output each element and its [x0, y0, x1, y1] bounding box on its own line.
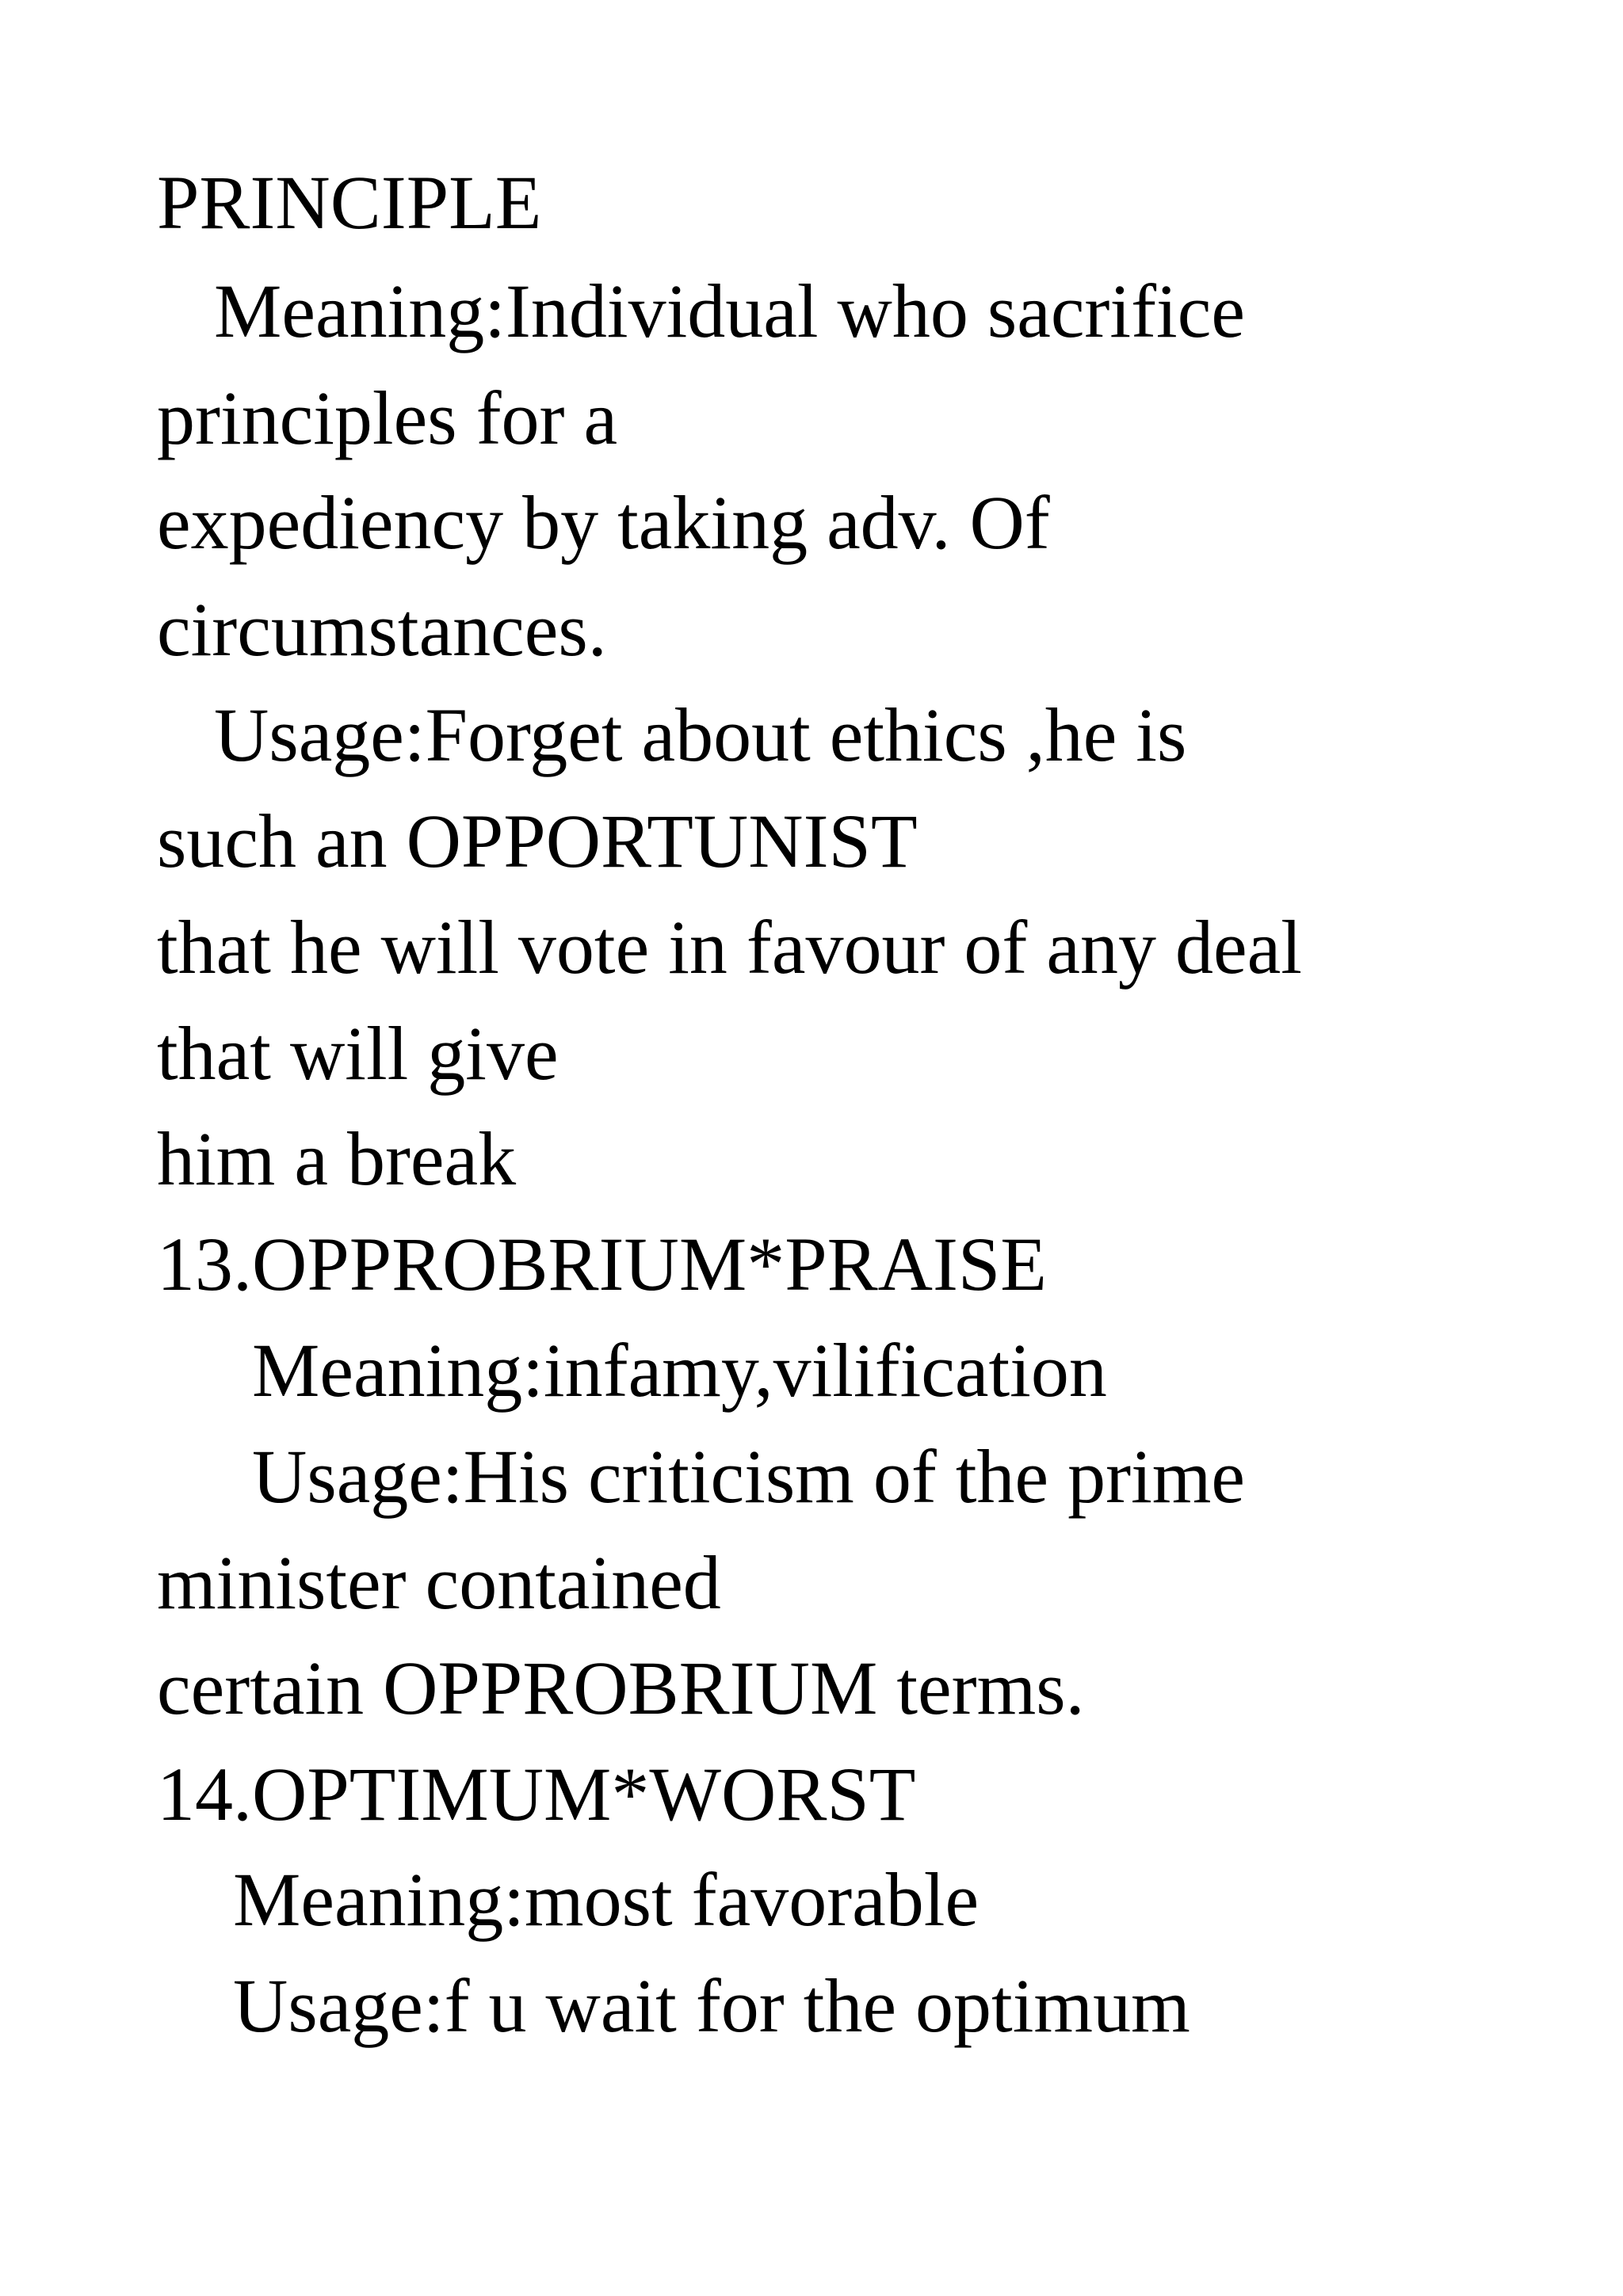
text-line: Usage:f u wait for the optimum — [157, 1963, 1190, 2048]
text-line: Meaning:Individual who sacrifice — [157, 269, 1245, 353]
text-line: 13.OPPROBRIUM*PRAISE — [157, 1222, 1047, 1306]
text-line: that he will vote in favour of any deal — [157, 905, 1302, 990]
text-line: 14.OPTIMUM*WORST — [157, 1752, 916, 1836]
text-line: minister contained — [157, 1540, 721, 1625]
text-line: him a break — [157, 1116, 517, 1201]
text-line: such an OPPORTUNIST — [157, 799, 918, 883]
text-line: certain OPPROBRIUM terms. — [157, 1646, 1085, 1730]
text-line: circumstances. — [157, 587, 607, 672]
text-line: expediency by taking adv. Of — [157, 480, 1050, 565]
text-line: PRINCIPLE — [157, 160, 542, 245]
text-line: Usage:Forget about ethics ,he is — [157, 692, 1187, 777]
text-line: Usage:His criticism of the prime — [157, 1434, 1246, 1519]
text-line: Meaning:most favorable — [157, 1857, 980, 1942]
text-line: that will give — [157, 1011, 559, 1096]
text-line: Meaning:infamy,vilification — [157, 1328, 1107, 1413]
text-line: principles for a — [157, 376, 618, 460]
